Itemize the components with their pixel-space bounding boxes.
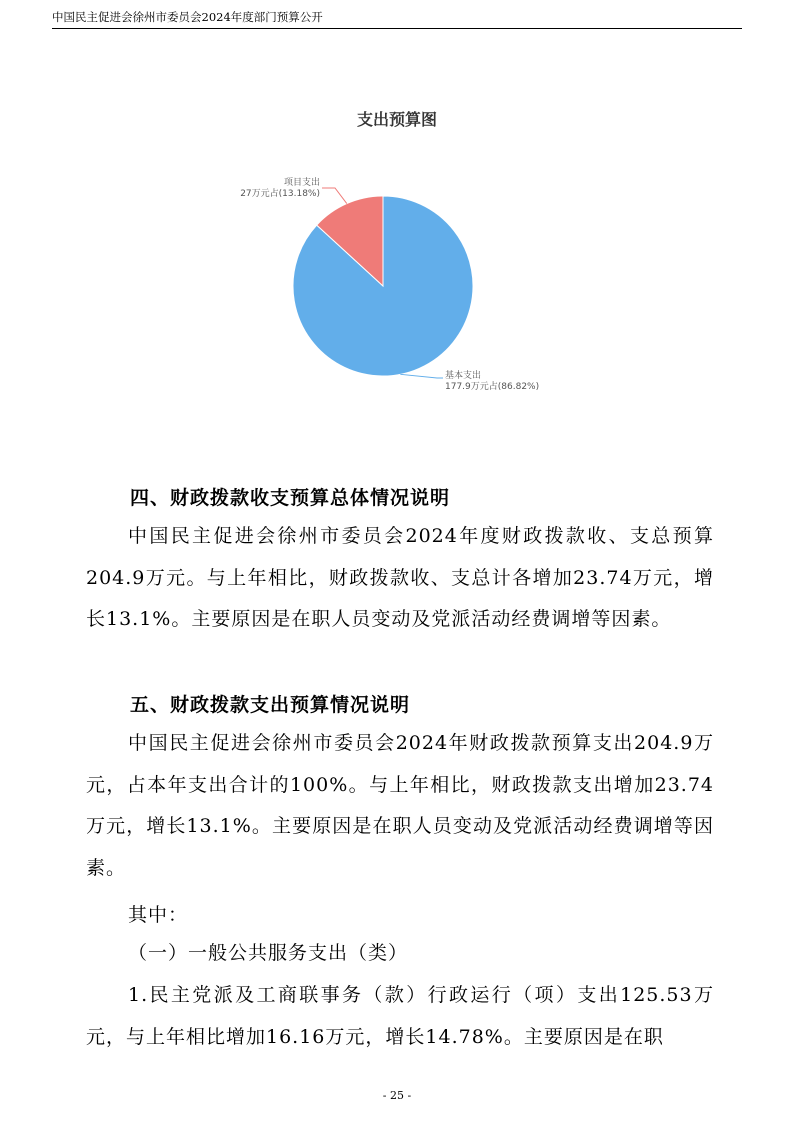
pie-label-basic-name: 基本支出 <box>445 371 482 381</box>
section-5-paragraph: 中国民主促进会徐州市委员会2024年财政拨款预算支出204.9万元，占本年支出合计的100%。与上年相比，财政拨款支出增加23.74万元，增长13.1%。主要原因是在职人员变动及党派活动经费调增等因素。 <box>86 732 714 879</box>
pie-chart <box>0 0 794 440</box>
qizhong-label: 其中： <box>128 904 189 926</box>
page-header: 中国民主促进会徐州市委员会2024年度部门预算公开 <box>52 8 742 29</box>
category-heading: （一）一般公共服务支出（类） <box>128 942 409 964</box>
pie-label-project-value: 27万元占(13.18%) <box>240 189 320 199</box>
pie-label-project-name: 项目支出 <box>283 178 320 188</box>
section-4-paragraph: 中国民主促进会徐州市委员会2024年度财政拨款收、支总预算204.9万元。与上年相比，财政拨款收、支总计各增加23.74万元，增长13.1%。主要原因是在职人员变动及党派活动经费调增等因素。 <box>86 525 714 630</box>
pie-label-project-leader <box>322 188 347 204</box>
pie-label-basic-leader <box>400 374 443 378</box>
section-5-heading: 五、财政拨款支出预算情况说明 <box>130 694 411 716</box>
pie-label-basic-value: 177.9万元占(86.82%) <box>445 382 540 392</box>
section-4-heading: 四、财政拨款收支预算总体情况说明 <box>130 487 451 509</box>
chart-title: 支出预算图 <box>356 110 437 129</box>
page-number: - 25 - <box>382 1089 412 1102</box>
item-1-paragraph: 1.民主党派及工商联事务（款）行政运行（项）支出125.53万元，与上年相比增加16.16万元，增长14.78%。主要原因是在职 <box>86 984 714 1048</box>
